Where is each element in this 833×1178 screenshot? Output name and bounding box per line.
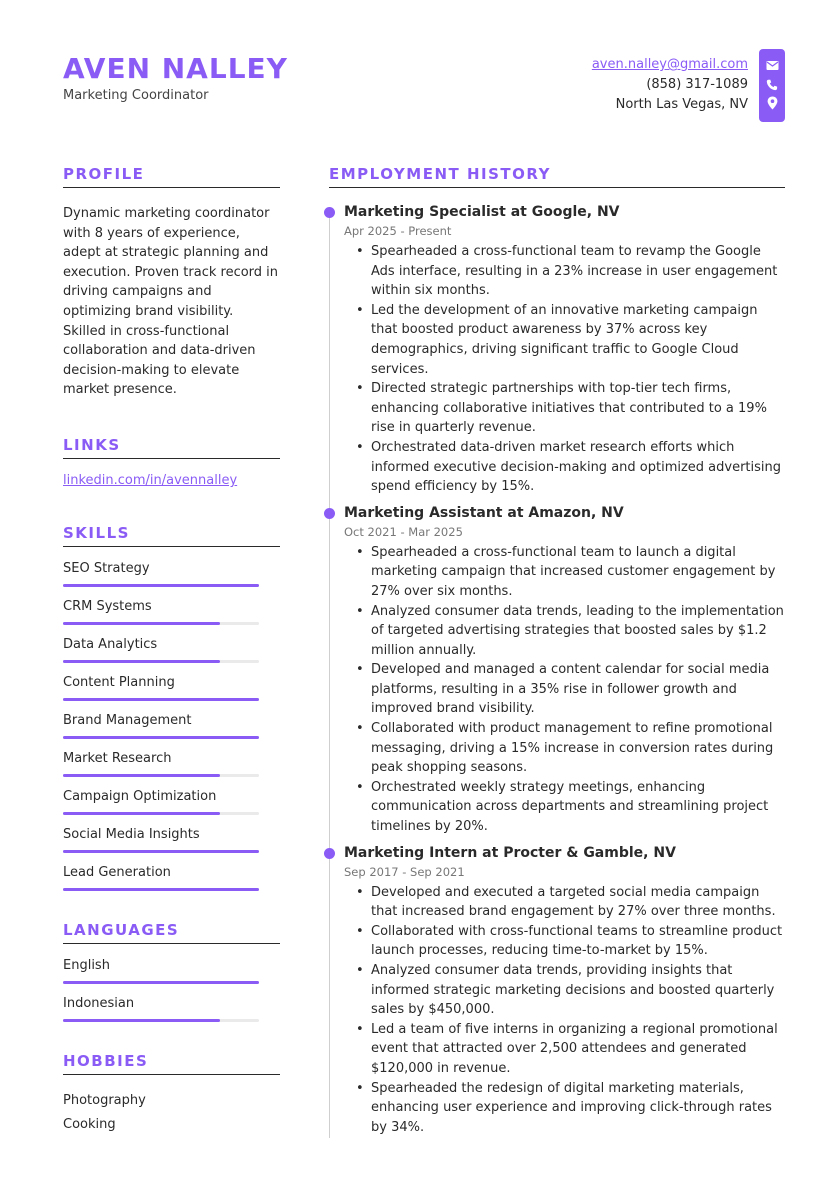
- skill-item: [63, 599, 280, 625]
- proficiency-bar-fill: [63, 774, 220, 777]
- job-bullet: • Analyzed consumer data trends, leading to the implementation of targeted advertising strategies that boosted sales by $1.2 million annually.: [344, 602, 785, 661]
- proficiency-bar-track: [63, 1019, 259, 1022]
- proficiency-bar-fill: [63, 698, 259, 701]
- proficiency-bar-fill: [63, 736, 259, 739]
- skill-label: Lead Generation: [63, 864, 171, 880]
- job-bullets: [344, 242, 785, 497]
- map-pin-icon: [759, 95, 785, 114]
- profile-text: Dynamic marketing coordinator with 8 years of experience, adept at strategic planning and execution. Proven track record in driving campaigns and optimizing brand visibility. Skilled in cross-functional collaboration and data-driven decision-making to elevate market presence.: [63, 206, 279, 398]
- job-entry-dates: Sep 2017 - Sep 2021: [344, 864, 465, 879]
- job-bullet: • Directed strategic partnerships with top-tier tech firms, enhancing collaborative initiatives that contributed to a 19% rise in quarterly revenue.: [344, 379, 785, 438]
- location: North Las Vegas, NV: [615, 97, 748, 112]
- proficiency-bar-track: [63, 812, 259, 815]
- job-bullet: • Developed and managed a content calendar for social media platforms, resulting in a 35% rise in follower growth and improved brand visibility.: [344, 660, 785, 719]
- language-item: [63, 996, 280, 1022]
- job-bullets: [344, 883, 785, 1138]
- language-label: Indonesian: [63, 995, 135, 1011]
- languages-heading: LANGUAGES: [63, 921, 280, 944]
- proficiency-bar-fill: [63, 888, 259, 891]
- proficiency-bar-track: [63, 698, 259, 701]
- skill-label: Campaign Optimization: [63, 788, 217, 804]
- skills-section: [63, 524, 280, 891]
- links-section: [63, 436, 280, 488]
- job-entry: [329, 503, 785, 837]
- proficiency-bar-fill: [63, 584, 259, 587]
- skill-label: CRM Systems: [63, 598, 152, 614]
- language-label: English: [63, 957, 110, 973]
- skill-item: [63, 789, 280, 815]
- contact-icon-bar: [759, 49, 785, 122]
- languages-section: [63, 921, 280, 1022]
- phone-icon: [759, 76, 785, 95]
- skill-label: Data Analytics: [63, 636, 158, 652]
- timeline-dot: [324, 508, 335, 519]
- proficiency-bar-track: [63, 622, 259, 625]
- proficiency-bar-fill: [63, 1019, 220, 1022]
- hobbies-section: [63, 1052, 280, 1137]
- job-bullet: • Analyzed consumer data trends, providing insights that informed strategic marketing decisions and boosted quarterly sales by $450,000.: [344, 961, 785, 1020]
- phone-number: (858) 317-1089: [646, 77, 748, 92]
- skills-heading: SKILLS: [63, 524, 280, 547]
- proficiency-bar-fill: [63, 622, 220, 625]
- job-entry-title: Marketing Assistant at Amazon, NV: [344, 504, 624, 521]
- job-bullet: • Led a team of five interns in organizing a regional promotional event that attracted over 2,500 attendees and generated $120,000 in revenue.: [344, 1020, 785, 1079]
- skill-label: Social Media Insights: [63, 826, 200, 842]
- proficiency-bar-fill: [63, 850, 259, 853]
- skill-item: [63, 751, 280, 777]
- job-entry-title: Marketing Intern at Procter & Gamble, NV: [344, 844, 676, 861]
- timeline-dot: [324, 207, 335, 218]
- proficiency-bar-fill: [63, 812, 220, 815]
- job-bullet: • Spearheaded a cross-functional team to launch a digital marketing campaign that increased customer engagement by 27% over six months.: [344, 543, 785, 602]
- hobby-item: Cooking: [63, 1116, 116, 1132]
- job-bullet: • Orchestrated data-driven market research efforts which informed executive decision-making and optimized advertising spend efficiency by 15%.: [344, 438, 785, 497]
- languages-list: [63, 958, 280, 1022]
- proficiency-bar-track: [63, 981, 259, 984]
- skill-item: [63, 675, 280, 701]
- hobby-item: Photography: [63, 1092, 146, 1108]
- job-entry-title: Marketing Specialist at Google, NV: [344, 204, 620, 220]
- job-bullet: • Led the development of an innovative marketing campaign that boosted product awareness by 37% across key demographics, driving significant traffic to Google Cloud services.: [344, 301, 785, 379]
- job-bullets: [344, 543, 785, 837]
- skill-item: [63, 827, 280, 853]
- proficiency-bar-fill: [63, 660, 220, 663]
- profile-heading: PROFILE: [63, 165, 280, 188]
- employment-heading: EMPLOYMENT HISTORY: [329, 165, 785, 188]
- job-bullet: • Collaborated with product management to refine promotional messaging, driving a 15% increase in conversion rates during peak shopping seasons.: [344, 719, 785, 778]
- skill-label: SEO Strategy: [63, 560, 150, 576]
- right-column: [329, 165, 785, 1143]
- skill-item: [63, 637, 280, 663]
- job-entry: [329, 202, 785, 497]
- skill-label: Market Research: [63, 750, 172, 766]
- job-entry-dates: Apr 2025 - Present: [344, 224, 452, 238]
- links-heading: LINKS: [63, 436, 280, 459]
- skill-item: [63, 865, 280, 891]
- hobbies-list: [63, 1089, 280, 1137]
- left-column: [63, 165, 280, 1137]
- proficiency-bar-track: [63, 888, 259, 891]
- job-bullet: • Developed and executed a targeted social media campaign that increased brand engagement by 27% over three months.: [344, 883, 785, 922]
- proficiency-bar-fill: [63, 981, 259, 984]
- proficiency-bar-track: [63, 660, 259, 663]
- job-entry-dates: Oct 2021 - Mar 2025: [344, 524, 463, 539]
- timeline-dot: [324, 848, 335, 859]
- job-bullet: • Orchestrated weekly strategy meetings, enhancing communication across departments and streamlining project timelines by 20%.: [344, 778, 785, 837]
- job-entry: [329, 843, 785, 1138]
- proficiency-bar-track: [63, 850, 259, 853]
- skill-label: Brand Management: [63, 712, 192, 728]
- contact-info: [592, 55, 748, 115]
- candidate-name: AVEN NALLEY: [63, 52, 288, 85]
- job-bullet: • Spearheaded a cross-functional team to revamp the Google Ads interface, resulting in a 23% increase in user engagement within six months.: [344, 242, 785, 301]
- employment-timeline: [329, 202, 785, 1137]
- job-bullet: • Collaborated with cross-functional teams to streamline product launch processes, reducing time-to-market by 15%.: [344, 922, 785, 961]
- linkedin-link[interactable]: linkedin.com/in/avennalley: [63, 472, 238, 488]
- jobs-list: [329, 202, 785, 1137]
- language-item: [63, 958, 280, 984]
- skill-item: [63, 561, 280, 587]
- proficiency-bar-track: [63, 584, 259, 587]
- skills-list: [63, 561, 280, 891]
- skill-label: Content Planning: [63, 674, 175, 690]
- hobbies-heading: HOBBIES: [63, 1052, 280, 1075]
- envelope-icon: [759, 56, 785, 75]
- email-link[interactable]: aven.nalley@gmail.com: [591, 57, 748, 72]
- skill-item: [63, 713, 280, 739]
- job-bullet: • Spearheaded the redesign of digital marketing materials, enhancing user experience and improving click-through rates by 34%.: [344, 1079, 785, 1138]
- job-title: Marketing Coordinator: [63, 88, 209, 103]
- proficiency-bar-track: [63, 774, 259, 777]
- proficiency-bar-track: [63, 736, 259, 739]
